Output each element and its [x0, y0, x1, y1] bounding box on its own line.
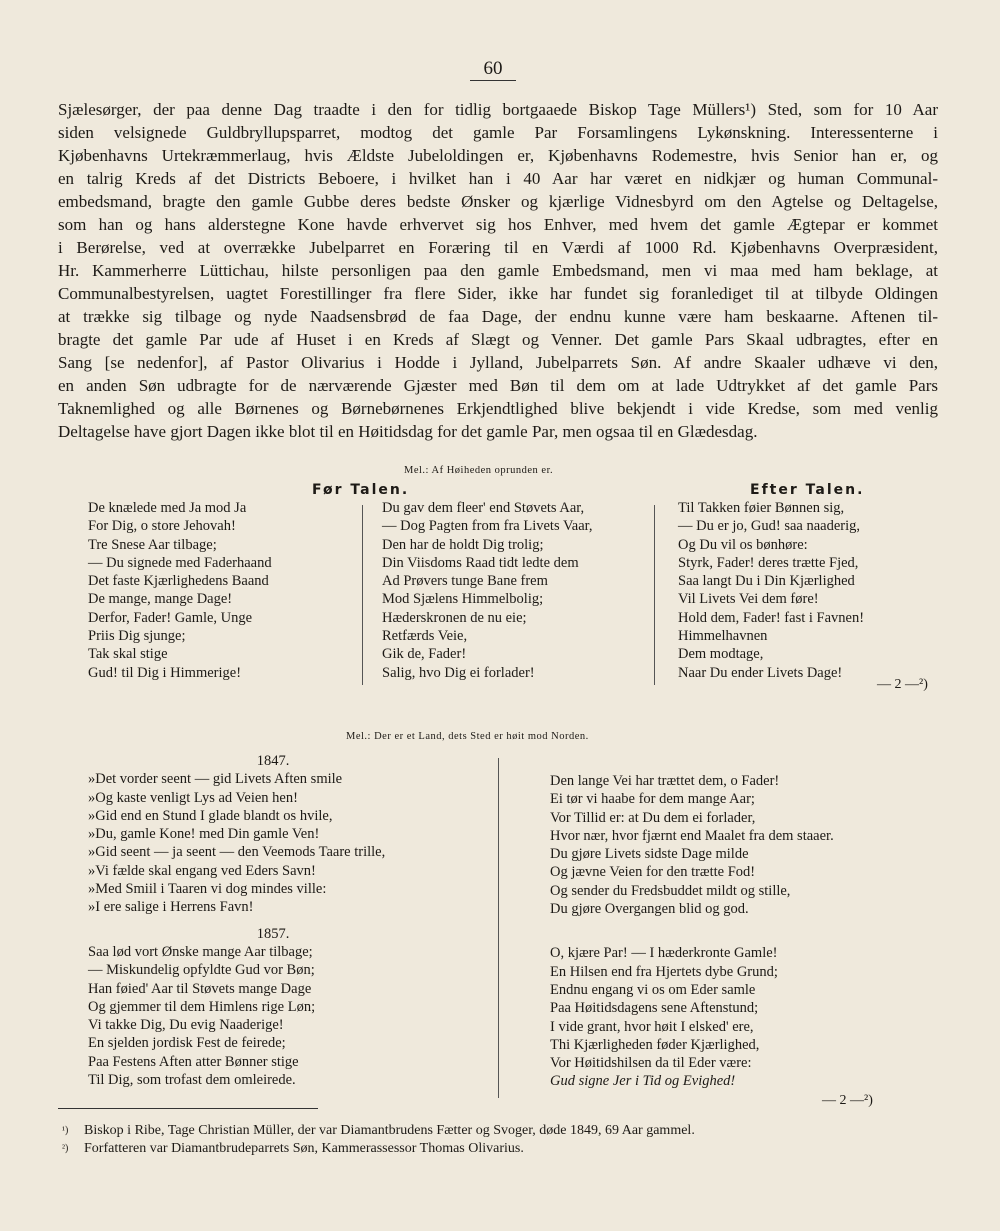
verse-line: Til Takken føier Bønnen sig,: [678, 500, 845, 516]
footnote-marker: ¹): [62, 1125, 69, 1136]
song1-melody: Mel.: Af Høiheden oprunden er.: [404, 465, 554, 476]
prose-line: Taknemlighed og alle Børnenes og Børnebørnenes Erkjendtlighed blive bekjendt i vide Kredse, som med venlig: [58, 399, 938, 418]
verse-line: En sjelden jordisk Fest de feirede;: [88, 1035, 286, 1052]
heading-after-speech: Efter Talen.: [750, 482, 865, 498]
verse-line: Det faste Kjærlighedens Baand: [88, 573, 269, 590]
prose-line: Sjælesørger, der paa denne Dag traadte i den for tidlig bortgaaede Biskop Tage Müllers¹) Sted, som for 10 Aar: [58, 100, 938, 119]
verse-line: Hvor nær, hvor fjærnt end Maalet fra dem staaer.: [550, 827, 834, 844]
verse-line: Og Du vil os bønhøre:: [678, 536, 808, 553]
song2-right-column: [550, 772, 834, 1091]
verse-line: Dem modtage,: [678, 646, 764, 663]
verse-line: Du gav dem fleer' end Støvets Aar,: [382, 500, 585, 516]
prose-line: embedsmand, bragte den gamle Gubbe deres bedste Ønsker og kjærlige Vidnesbyrd om den Agtelse og Deltagelse,: [58, 192, 938, 211]
verse-line: Hæderskronen de nu eie;: [382, 609, 527, 626]
verse-line: En Hilsen end fra Hjertets dybe Grund;: [550, 963, 778, 980]
song1-column-3: [678, 499, 864, 682]
verse-line: Salig, hvo Dig ei forlader!: [382, 664, 535, 681]
prose-line: en talrig Kreds af det Districts Beboere, i hvilket han i 40 Aar har været en nidkjær og human Communal-: [58, 169, 938, 188]
verse-line: Gik de, Fader!: [382, 646, 467, 663]
verse-line: Din Viisdoms Raad tidt ledte dem: [382, 554, 579, 571]
verse-line: De knælede med Ja mod Ja: [88, 500, 247, 516]
verse-line: Naar Du ender Livets Dage!: [678, 664, 843, 681]
verse-line: Til Dig, som trofast dem omleirede.: [88, 1072, 296, 1089]
heading-before-speech: Før Talen.: [312, 482, 410, 498]
column-divider: [498, 758, 499, 1098]
page-number: 60: [483, 58, 503, 79]
prose-paragraph: [58, 98, 938, 443]
verse-line: Ad Prøvers tunge Bane frem: [382, 573, 548, 590]
prose-line: Kjøbenhavns Urtekræmmerlaug, hvis Ældste Jubeloldingen er, Kjøbenhavns Rodemestre, hvis Senior han er, og: [58, 146, 938, 165]
verse-line: De mange, mange Dage!: [88, 591, 233, 608]
verse-line: »I ere salige i Herrens Favn!: [88, 899, 254, 916]
footnote-text: Biskop i Ribe, Tage Christian Müller, der var Diamantbrudens Fætter og Svoger, døde 1849, 69 Aar gammel.: [84, 1123, 695, 1138]
verse-line: Mod Sjælens Himmelbolig;: [382, 591, 544, 608]
verse-line: Den lange Vei har trættet dem, o Fader!: [550, 773, 780, 789]
stanza-4: [550, 944, 834, 1072]
prose-line: at trække sig tilbage og nyde Naadsensbrød de faa Dage, der endnu kunne være ham beskaarne. Aftenen til-: [58, 307, 938, 326]
verse-line: »Gid end en Stund I glade blandt os hvile,: [88, 807, 333, 824]
verse-line: Vil Livets Vei dem føre!: [678, 591, 819, 608]
verse-line: Thi Kjærligheden føder Kjærlighed,: [550, 1036, 760, 1053]
verse-line: »Med Smiil i Taaren vi dog mindes ville:: [88, 881, 327, 898]
verse-line: Derfor, Fader! Gamle, Unge: [88, 609, 253, 626]
prose-line: siden velsignede Guldbryllupsparret, modtog det gamle Par Forsamlingens Lykønskning. Interessenterne i: [58, 123, 938, 142]
verse-line: Saa langt Du i Din Kjærlighed: [678, 573, 855, 590]
year-1847: 1847.: [256, 753, 290, 769]
verse-line: Tre Snese Aar tilbage;: [88, 536, 217, 553]
song2-left-column: [88, 752, 448, 1089]
footnote-rule: [58, 1108, 318, 1109]
footnote-text: Forfatteren var Diamantbrudeparrets Søn, Kammerassessor Thomas Olivarius.: [84, 1141, 524, 1156]
song1-column-1: [88, 499, 272, 682]
verse-line: O, kjære Par! — I hæderkronte Gamle!: [550, 945, 778, 962]
prose-line: en anden Søn udbragte for de nærværende Gjæster med Bøn til dem om at lade Udtrykket af det gamle Pars: [58, 376, 938, 395]
verse-line: For Dig, o store Jehovah!: [88, 518, 236, 535]
verse-line: »Det vorder seent — gid Livets Aften smile: [88, 771, 343, 788]
verse-line: — Dog Pagten from fra Livets Vaar,: [382, 518, 593, 535]
prose-line: som han og hans alderstegne Kone havde erhvervet sig hos Enhver, med hvem det gamle Ægtepar er kommet: [58, 215, 938, 234]
song1-signature: — 2 —²): [877, 677, 928, 692]
verse-line: Tak skal stige: [88, 646, 168, 663]
prose-line: Deltagelse have gjort Dagen ikke blot til en Høitidsdag for det gamle Par, men ogsaa til en Glædesdag.: [58, 422, 758, 441]
verse-line: — Miskundelig opfyldte Gud vor Bøn;: [88, 962, 315, 979]
verse-line: Hold dem, Fader! fast i Favnen!: [678, 609, 865, 626]
verse-line: Og gjemmer til dem Himlens rige Løn;: [88, 998, 316, 1015]
verse-line: Endnu engang vi os om Eder samle: [550, 981, 756, 998]
verse-line: Den har de holdt Dig trolig;: [382, 536, 544, 553]
verse-line: Du gjøre Overgangen blid og god.: [550, 901, 749, 918]
verse-line: Himmelhavnen: [678, 628, 768, 645]
verse-line: Saa lød vort Ønske mange Aar tilbage;: [88, 943, 313, 960]
verse-line: Styrk, Fader! deres trætte Fjed,: [678, 554, 859, 571]
verse-line: Paa Festens Aften atter Bønner stige: [88, 1053, 299, 1070]
stanza-3: [550, 772, 834, 918]
prose-line: Sang [se nedenfor], af Pastor Olivarius i Hodde i Jylland, Jubelparrets Søn. Af andre Skaaler udhæve vi den,: [58, 353, 938, 372]
song1-column-2: [382, 499, 593, 682]
verse-line: Og jævne Veien for den trætte Fod!: [550, 864, 756, 881]
verse-line: Paa Høitidsdagens sene Aftenstund;: [550, 1000, 759, 1017]
verse-line: — Du signede med Faderhaand: [88, 554, 272, 571]
footnote-marker: ²): [62, 1143, 69, 1154]
verse-line: »Du, gamle Kone! med Din gamle Ven!: [88, 826, 320, 843]
verse-line: — Du er jo, Gud! saa naaderig,: [678, 518, 860, 535]
verse-line: »Vi fælde skal engang ved Eders Savn!: [88, 862, 316, 879]
verse-line: Vi takke Dig, Du evig Naaderige!: [88, 1017, 284, 1034]
footnote: [62, 1140, 695, 1158]
prose-line: i Berørelse, ved at overrække Jubelparret en Foræring til en Værdi af 1000 Rd. Kjøbenhavns Overpræsident,: [58, 238, 938, 257]
verse-line: Retfærds Veie,: [382, 628, 468, 645]
verse-line: Ei tør vi haabe for dem mange Aar;: [550, 791, 755, 808]
verse-line: I vide grant, hvor høit I elsked' ere,: [550, 1018, 754, 1035]
verse-line: »Gid seent — ja seent — den Veemods Taare trille,: [88, 844, 386, 861]
song2-melody: Mel.: Der er et Land, dets Sted er høit mod Norden.: [346, 731, 589, 742]
verse-line: Priis Dig sjunge;: [88, 628, 186, 645]
verse-line: Vor Tillid er: at Du dem ei forlader,: [550, 809, 756, 826]
footnotes: [62, 1122, 695, 1158]
column-divider: [654, 505, 655, 685]
verse-line: Og sender du Fredsbuddet mildt og stille,: [550, 882, 791, 899]
verse-line: »Og kaste venligt Lys ad Veien hen!: [88, 789, 298, 806]
closing-italic-line: Gud signe Jer i Tid og Evighed!: [550, 1073, 736, 1090]
stanza-1857: [88, 943, 448, 1089]
verse-line: Han føied' Aar til Støvets mange Dage: [88, 980, 312, 997]
verse-line: Gud! til Dig i Himmerige!: [88, 664, 242, 681]
column-divider: [362, 505, 363, 685]
year-1857: 1857.: [256, 925, 290, 942]
verse-line: Du gjøre Livets sidste Dage milde: [550, 846, 749, 863]
verse-line: Vor Høitidshilsen da til Eder være:: [550, 1055, 752, 1072]
prose-line: bragte det gamle Par ude af Huset i en Kreds af Slægt og Venner. Det gamle Pars Skaal udbragtes, efter en: [58, 330, 938, 349]
footnote: [62, 1122, 695, 1140]
prose-line: Hr. Kammerherre Lüttichau, hilste personligen paa den gamle Embedsmand, men vi maa med ham beklage, at: [58, 261, 938, 280]
page-number-rule: [470, 80, 516, 81]
song2-signature: — 2 —²): [822, 1093, 873, 1108]
prose-line: Communalbestyrelsen, uagtet Forestillinger fra flere Sider, ikke har fundet sig foranlediget til at tilbyde Oldingen: [58, 284, 938, 303]
stanza-1847: [88, 770, 448, 916]
